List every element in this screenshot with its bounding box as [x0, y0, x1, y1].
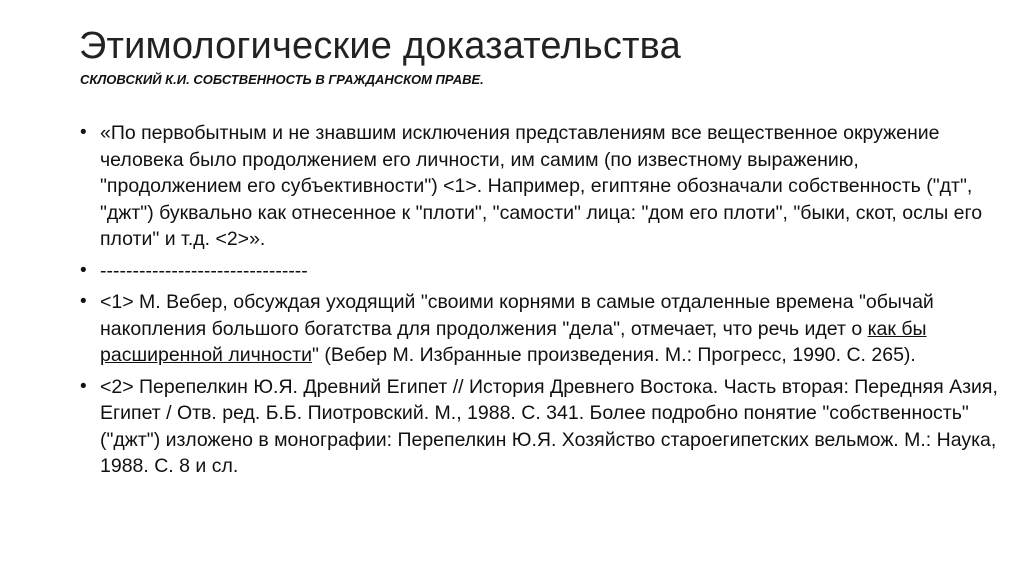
separator-text: -------------------------------- [100, 259, 308, 282]
footnote-1-text-before: <1> М. Вебер, обсуждая уходящий "своими корнями в самые отдаленные времена "обычай накопления большого богатства для продолжения "дела", отмечает, что речь идет о [100, 291, 934, 340]
bullet-item-separator [80, 258, 1000, 285]
bullet-icon: • [80, 259, 87, 281]
footnote-1-underlined-phrase: как бы расширенной личности [100, 317, 927, 366]
bullet-item-quote [80, 120, 1000, 253]
bullet-item-footnote-2 [80, 374, 1000, 480]
bullet-icon: • [80, 291, 87, 312]
bullet-list [80, 120, 1000, 485]
bullet-icon: • [80, 122, 87, 143]
footnote-1-text [100, 289, 1000, 369]
slide-title: Этимологические доказательства [79, 25, 681, 67]
footnote-1-text-after: " (Вебер М. Избранные произведения. М.: Прогресс, 1990. С. 265). [311, 344, 916, 366]
bullet-icon: • [80, 375, 87, 397]
slide-subtitle: СКЛОВСКИЙ К.И. СОБСТВЕННОСТЬ В ГРАЖДАНСКОМ ПРАВЕ. [80, 72, 484, 87]
bullet-item-footnote-1 [80, 289, 1000, 369]
footnote-2-text: <2> Перепелкин Ю.Я. Древний Египет // История Древнего Востока. Часть вторая: Передняя Азия, Египет / Отв. ред. Б.Б. Пиотровский. М., 1988. С. 341. Более подробно понятие "собственность" ("джт") изложено в монографии: Перепелкин Ю.Я. Хозяйство староегипетских вельмож. М.: Наука, 1988. С. 8 и сл. [100, 375, 998, 477]
quote-text: «По первобытным и не знавшим исключения представлениям все вещественное окружение человека было продолжением его личности, им самим (по известному выражению, "продолжением его субъективности") <1>. Например, египтяне обозначали собственность ("дт", "джт") буквально как отнесенное к "плоти", "самости" лица: "дом его плоти", "быки, скот, ослы его плоти" и т.д. <2>». [100, 122, 983, 250]
